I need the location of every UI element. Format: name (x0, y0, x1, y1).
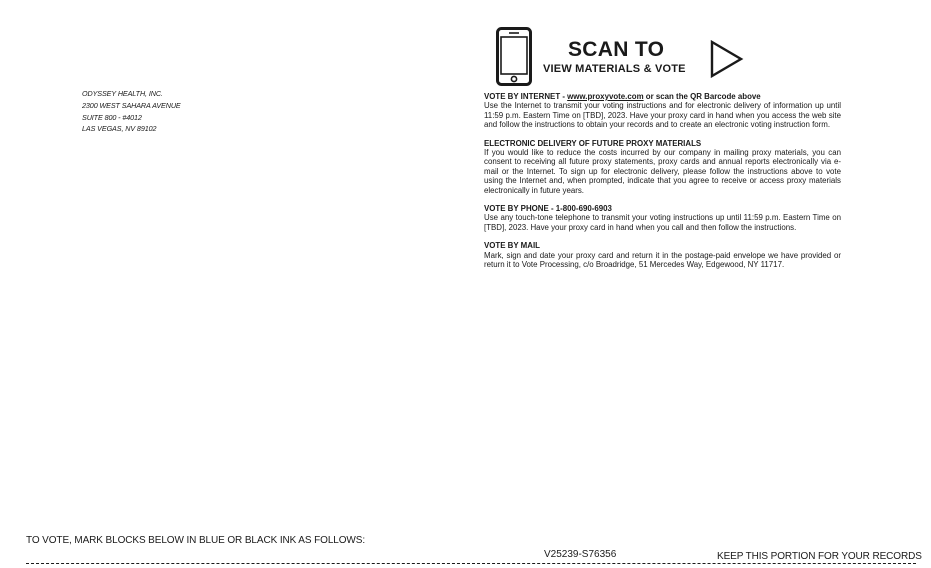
play-arrow-icon (710, 40, 744, 78)
mailing-address (82, 88, 181, 135)
section-heading (484, 92, 841, 101)
scan-title: SCAN TO (568, 38, 665, 61)
section-body: Use any touch-tone telephone to transmit your voting instructions up until 11:59 p.m. Eastern Time on [TBD], 2023. Have your proxy card in hand when you call and then follow the instructions. (484, 213, 841, 232)
section-heading: VOTE BY MAIL (484, 241, 540, 251)
detach-line (26, 563, 916, 564)
section-body: If you would like to reduce the costs incurred by our company in mailing proxy materials, you can consent to receiving all future proxy statements, proxy cards and annual reports electronically via e-mail or the Internet. To sign up for electronic delivery, please follow the instructions above to vote using the Internet and, when prompted, indicate that you agree to receive or access proxy materials electronically in future years. (484, 148, 841, 195)
voting-instructions (484, 92, 841, 279)
section-body: Use the Internet to transmit your voting instructions and for electronic delivery of information up until 11:59 p.m. Eastern Time on [TBD], 2023. Have your proxy card in hand when you access the web site and follow the instructions to obtain your records and to create an electronic voting instruction form. (484, 101, 841, 130)
heading-text: VOTE BY INTERNET - (484, 92, 568, 101)
vote-by-mail-section (484, 241, 841, 269)
scan-subtitle: VIEW MATERIALS & VOTE (543, 63, 686, 75)
heading-text: or scan the QR Barcode above (643, 92, 761, 101)
address-line: SUITE 800 - #4012 (82, 112, 142, 122)
electronic-delivery-section (484, 139, 841, 195)
address-line: ODYSSEY HEALTH, INC. (82, 89, 163, 98)
vote-by-internet-section (484, 92, 841, 130)
section-body: Mark, sign and date your proxy card and return it in the postage-paid envelope we have provided or return it to Vote Processing, c/o Broadridge, 51 Mercedes Way, Edgewood, NY 11717. (484, 250, 841, 270)
control-number: V25239-S76356 (544, 549, 617, 560)
vote-by-phone-section (484, 204, 841, 232)
section-heading: ELECTRONIC DELIVERY OF FUTURE PROXY MATERIALS (484, 138, 702, 148)
marking-instructions: TO VOTE, MARK BLOCKS BELOW IN BLUE OR BLACK INK AS FOLLOWS: (26, 535, 366, 546)
smartphone-icon (496, 27, 532, 86)
section-heading: VOTE BY PHONE - 1-800-690-6903 (484, 204, 612, 214)
keep-portion-note: KEEP THIS PORTION FOR YOUR RECORDS (717, 551, 922, 562)
proxyvote-link[interactable]: www.proxyvote.com (567, 92, 644, 101)
address-line: LAS VEGAS, NV 89102 (82, 124, 157, 134)
address-line: 2300 WEST SAHARA AVENUE (82, 100, 181, 110)
